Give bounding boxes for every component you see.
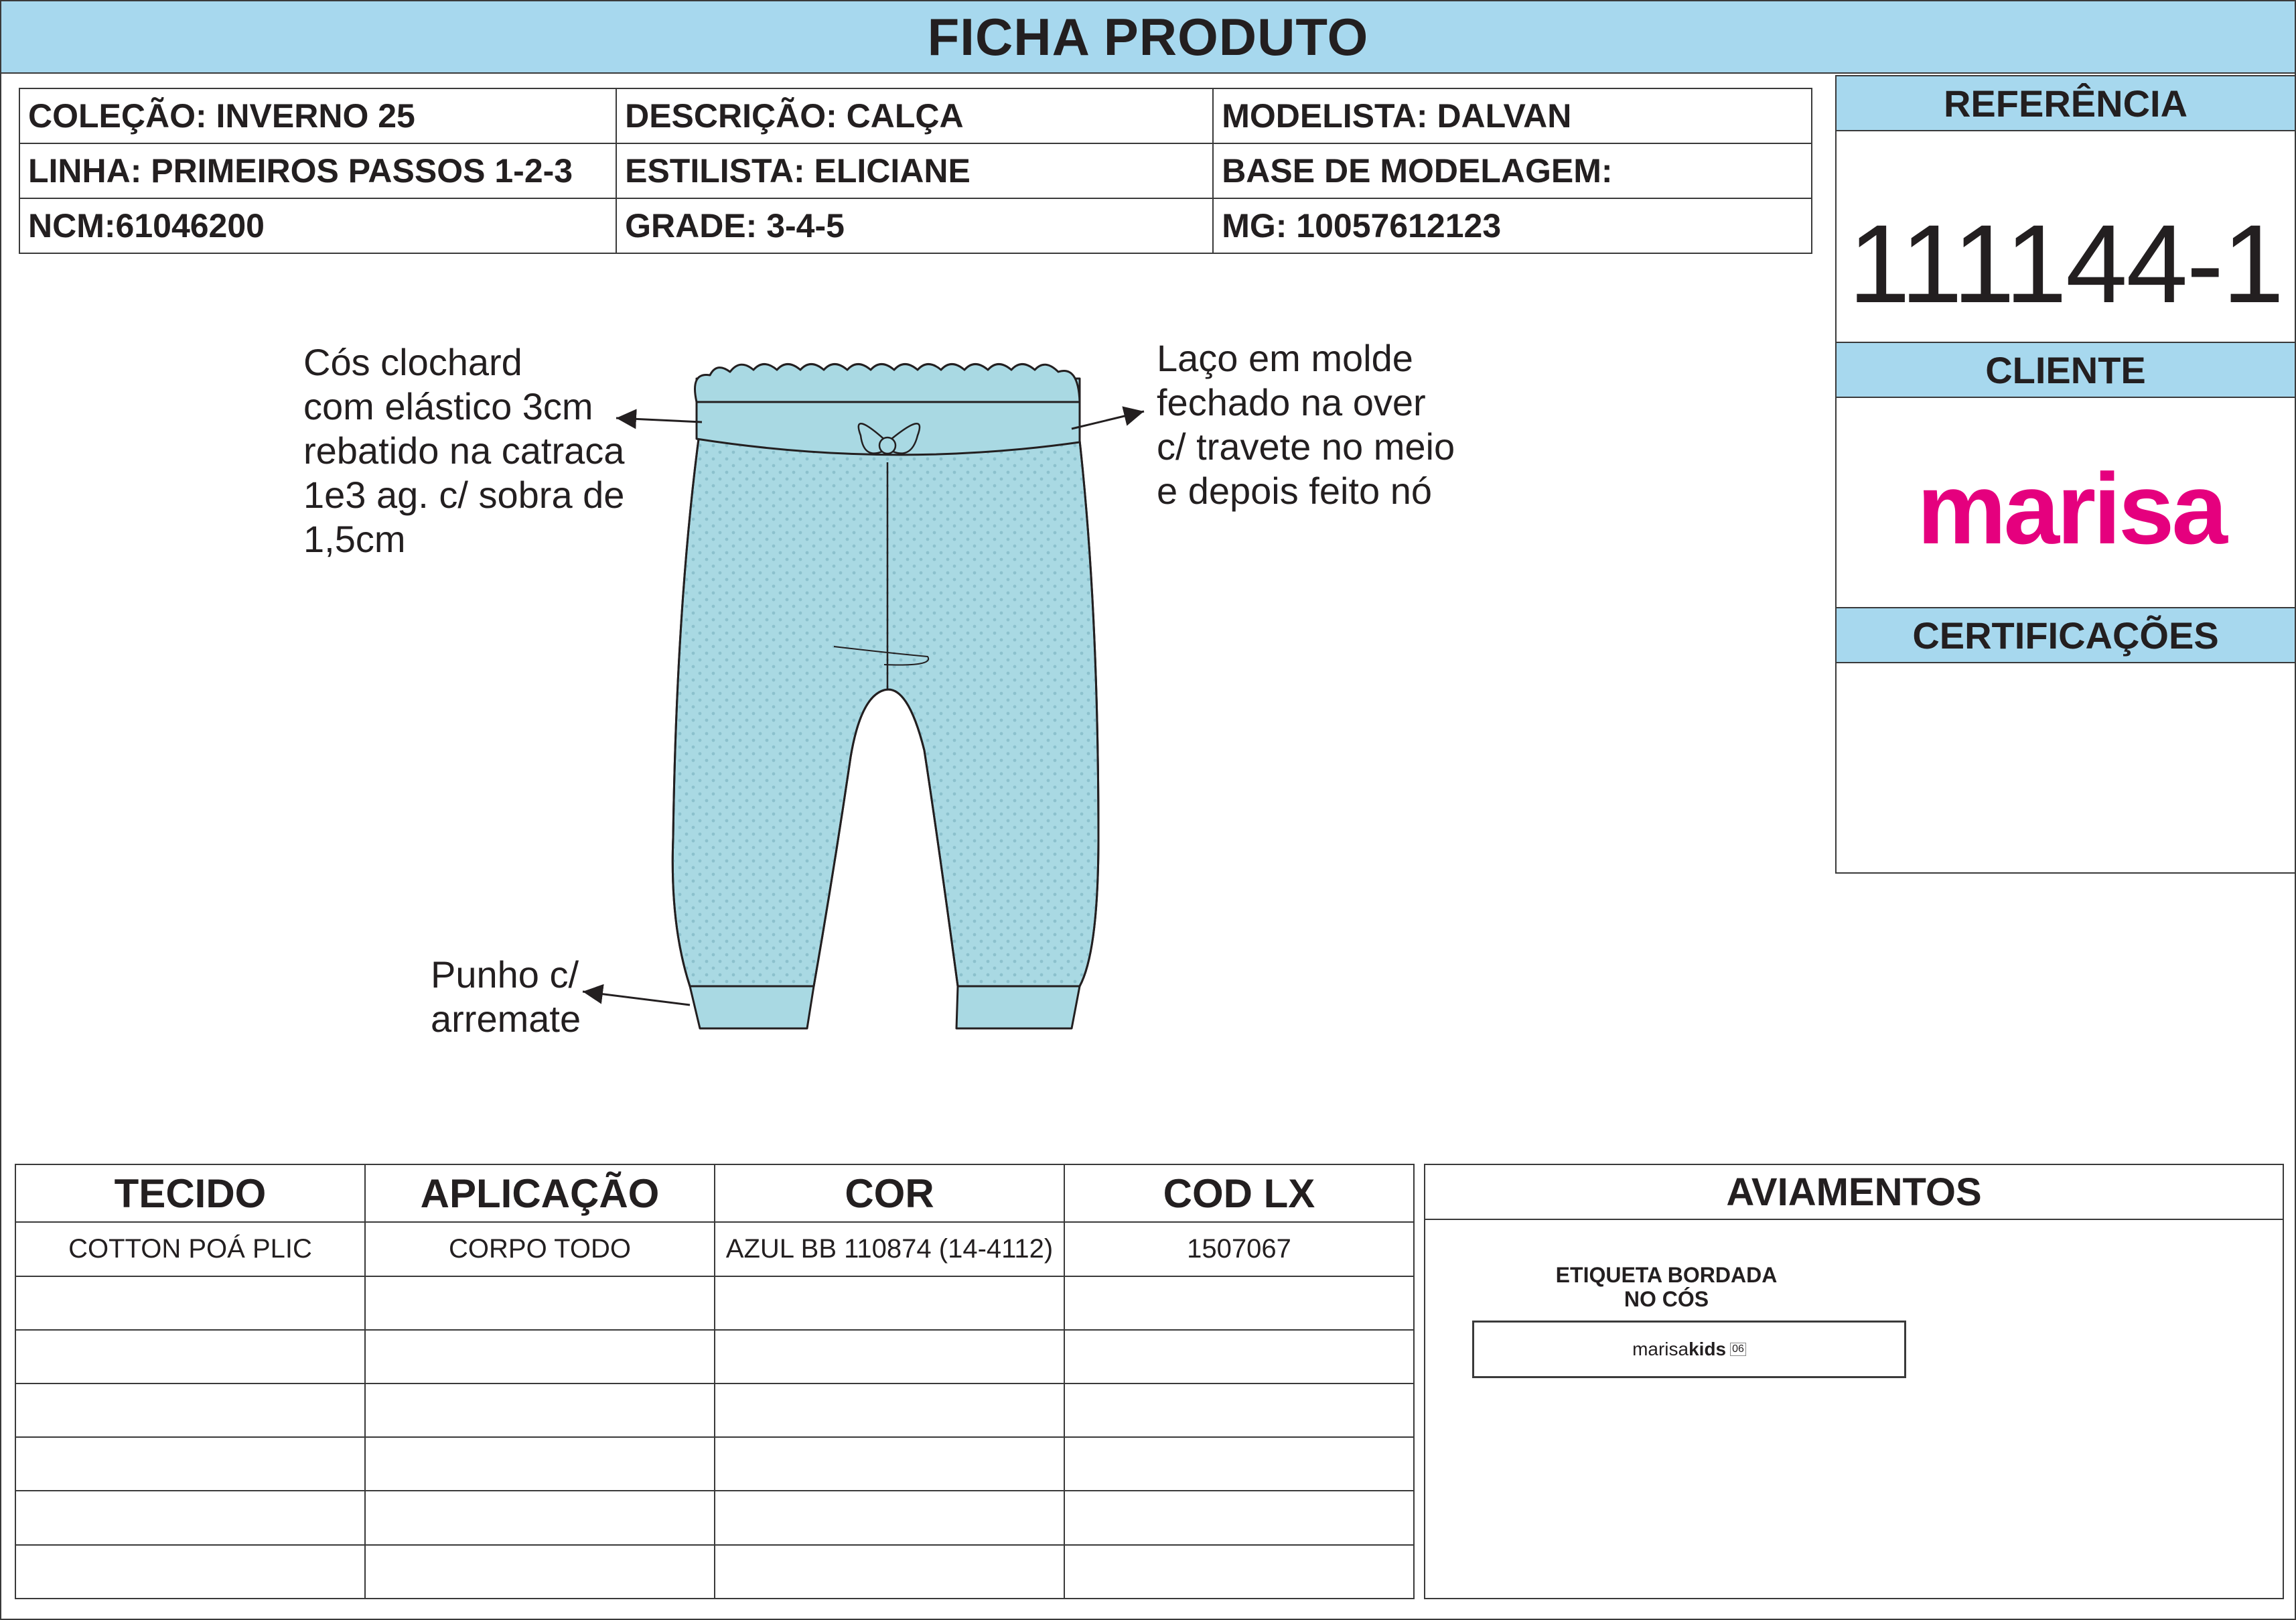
aviamento-label-line2: NO CÓS bbox=[1624, 1287, 1709, 1311]
materials-table bbox=[15, 1164, 1415, 1599]
tag-brand: marisa bbox=[1632, 1339, 1689, 1359]
referencia-label: REFERÊNCIA bbox=[1837, 75, 2295, 131]
info-base-modelagem: BASE DE MODELAGEM: bbox=[1213, 143, 1812, 198]
table-row bbox=[15, 1491, 1414, 1544]
cell-cod-lx: 1507067 bbox=[1064, 1222, 1414, 1276]
aviamentos-panel bbox=[1424, 1164, 2284, 1599]
header-aplicacao: APLICAÇÃO bbox=[365, 1164, 715, 1222]
note-laco: Laço em molde fechado na over c/ travete no meio e depois feito nó bbox=[1157, 337, 1455, 512]
aviamentos-title: AVIAMENTOS bbox=[1425, 1165, 2283, 1220]
cell-aplicacao: CORPO TODO bbox=[365, 1222, 715, 1276]
embroidered-tag bbox=[1472, 1321, 1906, 1378]
table-row bbox=[15, 1437, 1414, 1491]
table-row bbox=[15, 1222, 1414, 1276]
header-cod-lx: COD LX bbox=[1064, 1164, 1414, 1222]
info-mg: MG: 10057612123 bbox=[1213, 198, 1812, 253]
table-row bbox=[15, 1276, 1414, 1330]
header-tecido: TECIDO bbox=[15, 1164, 365, 1222]
aviamento-label bbox=[1532, 1263, 1800, 1311]
certificacoes-label: CERTIFICAÇÕES bbox=[1837, 607, 2295, 663]
note-punho: Punho c/ arremate bbox=[431, 953, 581, 1040]
referencia-code: 111144-1 bbox=[1848, 202, 2283, 326]
table-row bbox=[15, 1383, 1414, 1437]
page-title: FICHA PRODUTO bbox=[927, 7, 1369, 66]
table-row bbox=[15, 1330, 1414, 1383]
tag-size: 06 bbox=[1730, 1343, 1746, 1356]
info-estilista: ESTILISTA: ELICIANE bbox=[616, 143, 1213, 198]
info-descricao: DESCRIÇÃO: CALÇA bbox=[616, 88, 1213, 143]
pants-body bbox=[672, 364, 1098, 1029]
cliente-label: CLIENTE bbox=[1837, 342, 2295, 398]
tag-kids: kids bbox=[1689, 1339, 1727, 1359]
info-colecao: COLEÇÃO: INVERNO 25 bbox=[19, 88, 616, 143]
info-grade: GRADE: 3-4-5 bbox=[616, 198, 1213, 253]
table-row bbox=[15, 1545, 1414, 1599]
client-logo: marisa bbox=[1917, 452, 2225, 565]
info-modelista: MODELISTA: DALVAN bbox=[1213, 88, 1812, 143]
info-ncm: NCM:61046200 bbox=[19, 198, 616, 253]
note-cos: Cós clochard com elástico 3cm rebatido na catraca 1e3 ag. c/ sobra de 1,5cm bbox=[303, 341, 625, 560]
info-linha: LINHA: PRIMEIROS PASSOS 1-2-3 bbox=[19, 143, 616, 198]
cell-cor: AZUL BB 110874 (14-4112) bbox=[715, 1222, 1064, 1276]
aviamento-label-line1: ETIQUETA BORDADA bbox=[1555, 1263, 1778, 1287]
cell-tecido: COTTON POÁ PLIC bbox=[15, 1222, 365, 1276]
header-cor: COR bbox=[715, 1164, 1064, 1222]
